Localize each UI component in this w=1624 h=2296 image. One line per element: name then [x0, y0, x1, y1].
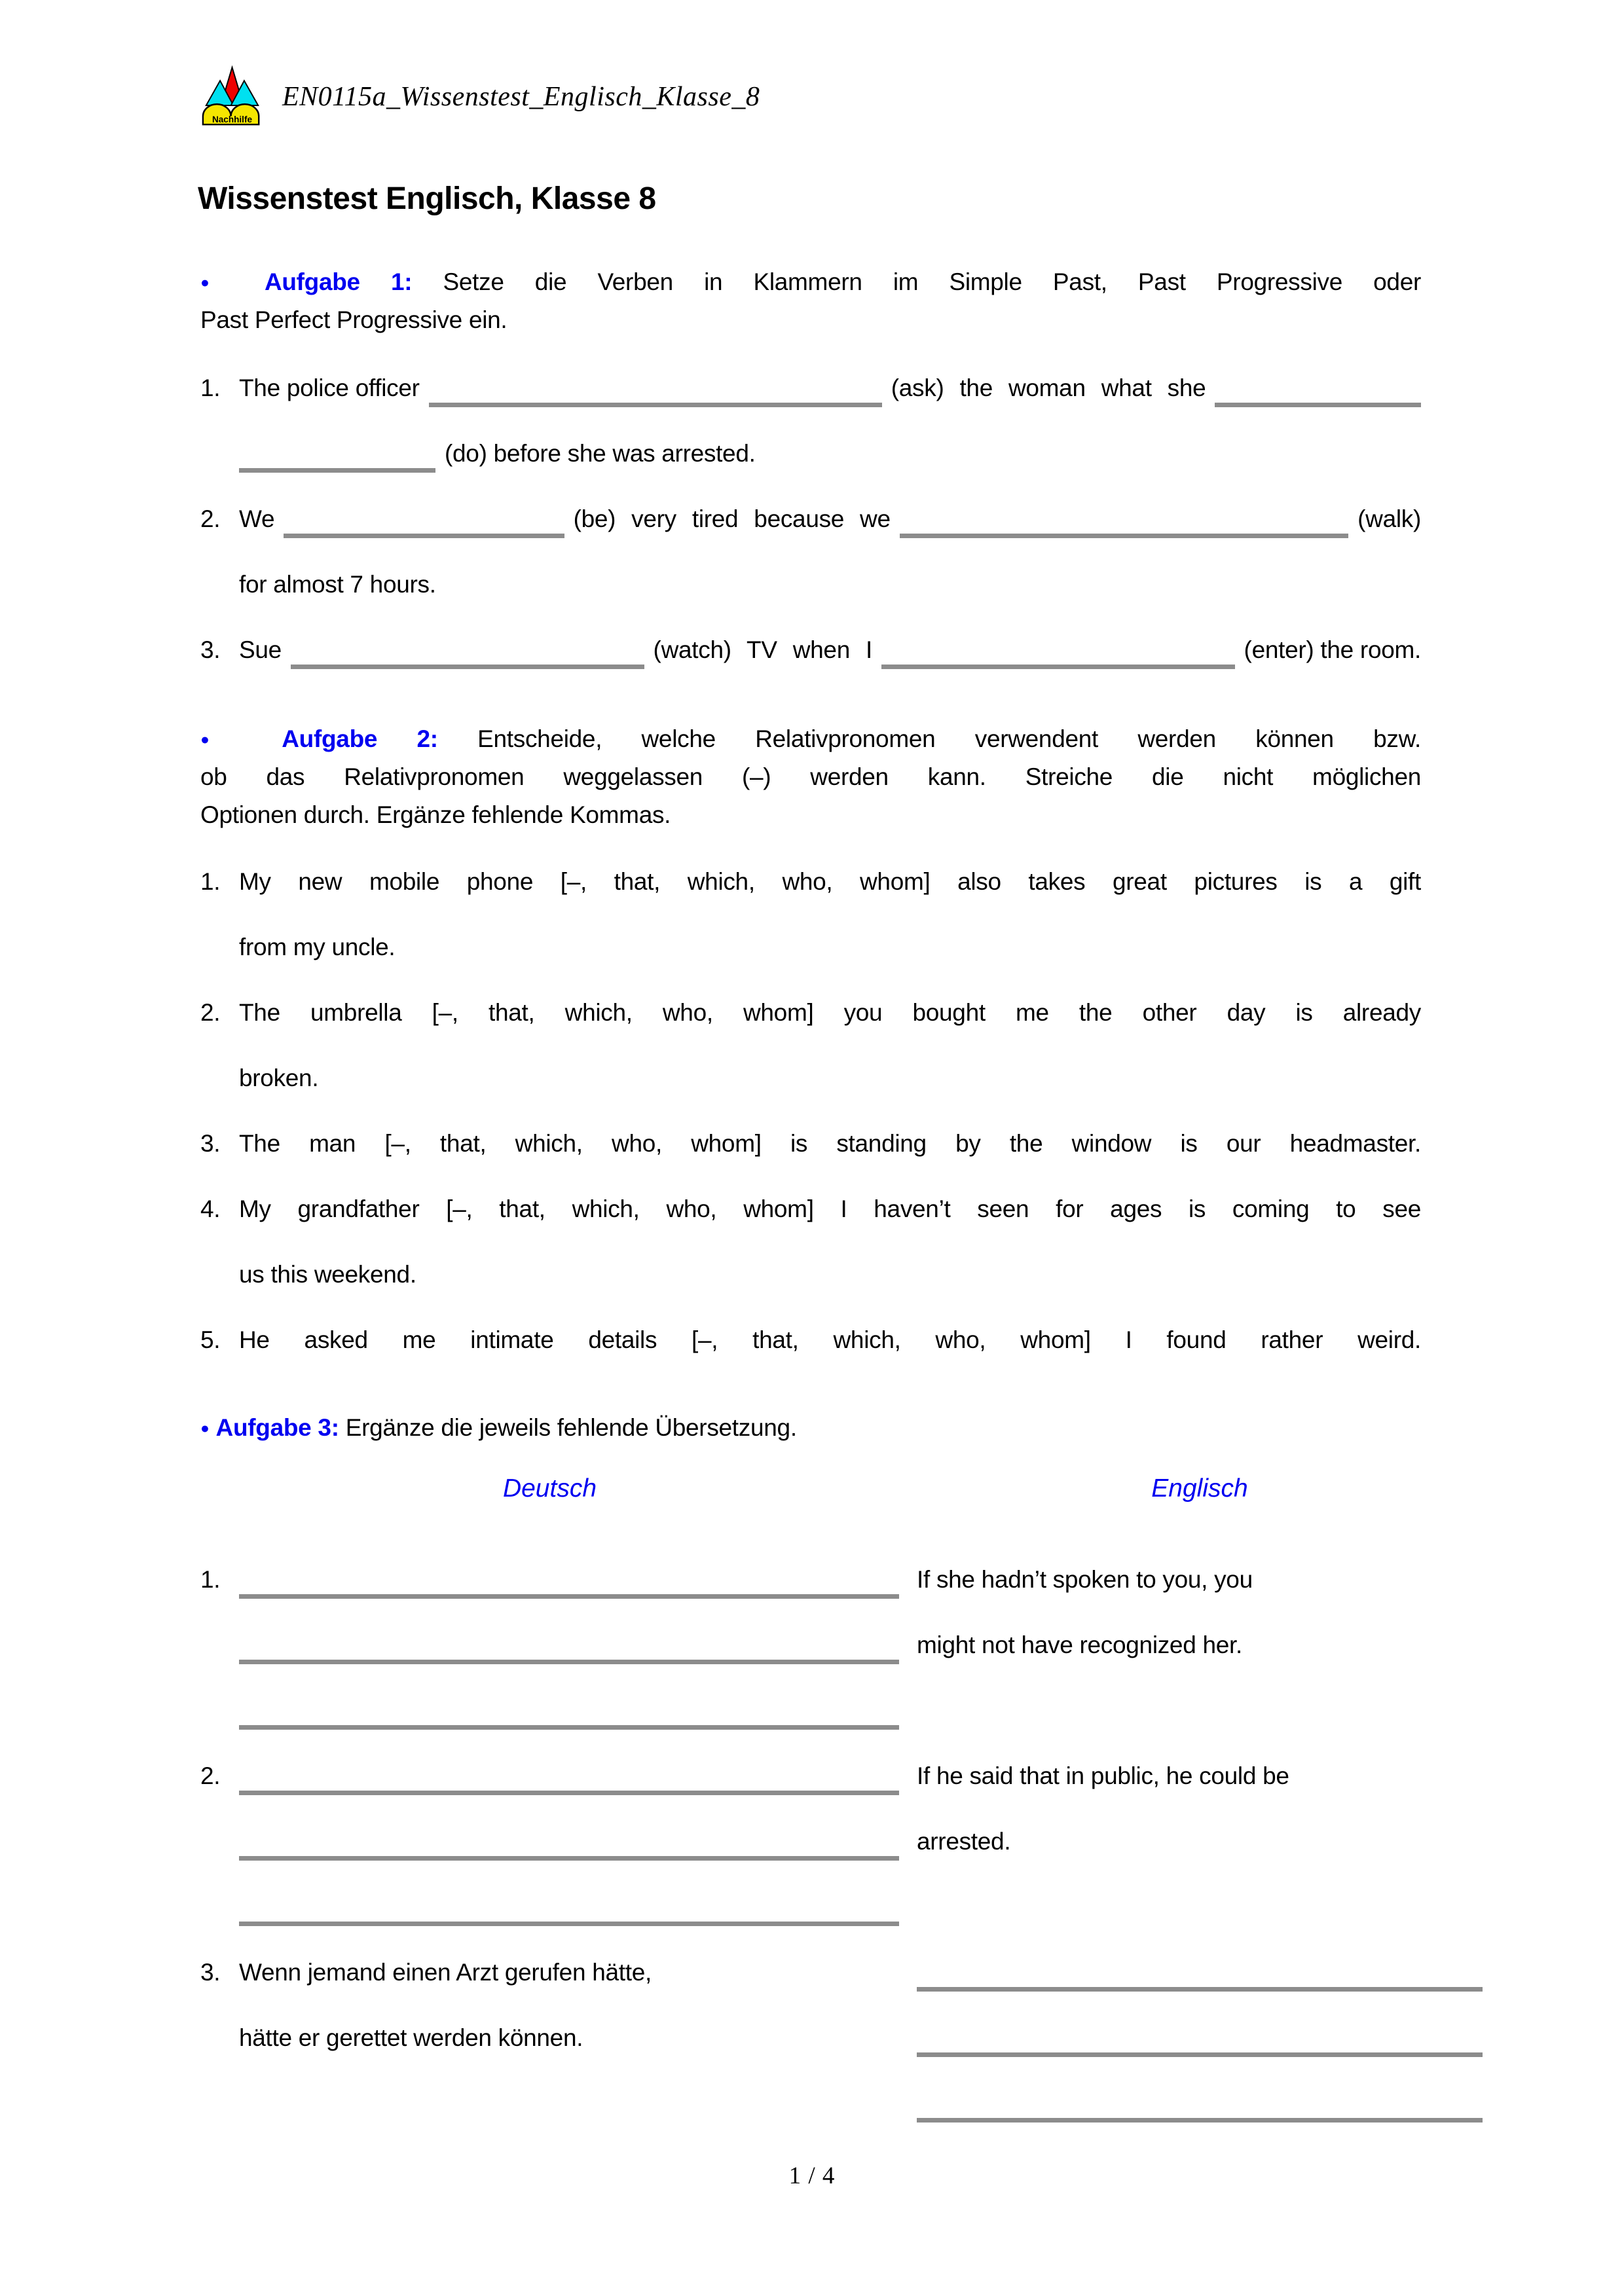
answer-blank	[1215, 403, 1421, 407]
item-number: 3.	[200, 1130, 221, 1157]
deutsch-cell	[200, 1865, 899, 1930]
answer-blank	[917, 2052, 1483, 2057]
item-number: 3.	[200, 1959, 221, 1986]
item-text: The police officer	[239, 374, 420, 401]
item-text: (do) before she was arrested.	[445, 440, 756, 467]
aufgabe1-items	[200, 346, 1421, 673]
document-file-label: EN0115a_Wissenstest_Englisch_Klasse_8	[282, 81, 760, 112]
deutsch-cell	[200, 1930, 899, 1995]
aufgabe2-intro-line2: ob das Relativpronomen weggelassen (–) werden kann. Streiche die nicht möglichen	[200, 763, 1421, 790]
answer-blank	[239, 468, 435, 473]
answer-blank	[429, 403, 882, 407]
aufgabe3-intro	[200, 1409, 1421, 1447]
englisch-cell	[917, 1799, 1483, 1865]
table-row	[200, 1865, 1483, 1930]
aufgabe2-label: Aufgabe 2:	[282, 725, 438, 753]
item-text: The umbrella [–, that, which, who, whom] you bought me the other day is already	[239, 999, 1421, 1026]
bullet-icon: ●	[200, 1419, 210, 1436]
logo-text: Nachhilfe	[212, 115, 253, 125]
answer-blank	[239, 1856, 899, 1861]
item-text: He asked me intimate details [–, that, which, who, whom] I found rather weird.	[239, 1326, 1421, 1353]
englisch-cell	[917, 1537, 1483, 1603]
item-text: (ask) the woman what she	[891, 374, 1206, 401]
a2-item1-line2: from my uncle.	[239, 934, 396, 960]
deutsch-cell	[200, 1799, 899, 1865]
deutsch-cell	[200, 1537, 899, 1603]
item-text: Sue	[239, 636, 282, 663]
answer-blank	[239, 1922, 899, 1926]
bullet-icon: ●	[200, 274, 234, 291]
german-text: hätte er gerettet werden können.	[239, 2024, 583, 2051]
a1-item2-line1	[200, 477, 1421, 542]
aufgabe2-intro	[200, 720, 1421, 834]
a2-item2-line2: broken.	[239, 1065, 319, 1091]
aufgabe3-label: Aufgabe 3:	[215, 1414, 339, 1442]
aufgabe2-intro-line1	[200, 720, 1421, 758]
answer-blank	[900, 534, 1348, 538]
table-row	[200, 1603, 1483, 1668]
a1-item3-line1	[200, 608, 1421, 673]
item-text: The man [–, that, which, who, whom] is standing by the window is our headmaster.	[239, 1130, 1421, 1157]
item-text: (be) very tired because we	[573, 505, 891, 532]
item-text: (walk)	[1357, 505, 1421, 532]
german-text: Wenn jemand einen Arzt gerufen hätte,	[239, 1959, 652, 1986]
aufgabe1-intro	[200, 263, 1421, 339]
answer-blank	[239, 1725, 899, 1730]
deutsch-cell	[200, 1995, 899, 2061]
deutsch-cell	[200, 1603, 899, 1668]
answer-blank	[239, 1594, 899, 1599]
item-number: 2.	[200, 999, 221, 1026]
answer-blank	[291, 665, 644, 669]
item-text: My new mobile phone [–, that, which, who, whom] also takes great pictures is a gift	[239, 868, 1421, 895]
table-row	[200, 1537, 1483, 1603]
table-row	[200, 1799, 1483, 1865]
item-number: 4.	[200, 1195, 221, 1222]
englisch-cell	[917, 2061, 1483, 2126]
table-row	[200, 1734, 1483, 1799]
table-row	[200, 1668, 1483, 1734]
englisch-cell	[917, 1603, 1483, 1668]
page-number: 1 / 4	[788, 2162, 836, 2189]
deutsch-cell	[200, 1668, 899, 1734]
translation-table-headers	[200, 1474, 1483, 1514]
table-row	[200, 2061, 1483, 2126]
a2-item4-line2: us this weekend.	[239, 1261, 416, 1288]
table-row	[200, 1930, 1483, 1995]
translation-table	[200, 1537, 1483, 2126]
answer-blank	[239, 1660, 899, 1664]
a2-item3-line1	[200, 1105, 1421, 1171]
aufgabe1-instruction: Setze die Verben in Klammern im Simple Past, Past Progressive oder	[443, 268, 1421, 296]
a1-item2-line2	[200, 542, 1421, 608]
aufgabe2-items	[200, 843, 1421, 1367]
englisch-cell	[917, 1865, 1483, 1930]
a2-item2-line1	[200, 974, 1421, 1040]
item-text: (watch) TV when I	[653, 636, 872, 663]
deutsch-cell	[200, 1734, 899, 1799]
table-row	[200, 1995, 1483, 2061]
bullet-icon: ●	[200, 731, 242, 748]
item-number: 1.	[200, 1566, 221, 1593]
englisch-cell	[917, 1734, 1483, 1799]
aufgabe1-intro-line1	[200, 263, 1421, 301]
english-text: might not have recognized her.	[917, 1631, 1242, 1658]
a1-item1-line1	[200, 346, 1421, 411]
item-text: My grandfather [–, that, which, who, whom] I haven’t seen for ages is coming to see	[239, 1195, 1421, 1222]
answer-blank	[239, 1791, 899, 1795]
item-text: for almost 7 hours.	[239, 571, 436, 598]
item-number: 2.	[200, 1762, 221, 1789]
aufgabe2-instruction: Entscheide, welche Relativpronomen verwendent werden können bzw.	[477, 725, 1421, 753]
aufgabe1-intro-line2: Past Perfect Progressive ein.	[200, 306, 507, 333]
nachhilfe-logo-icon	[200, 65, 264, 128]
item-number: 2.	[200, 505, 221, 532]
item-number: 1.	[200, 868, 221, 895]
englisch-cell	[917, 1668, 1483, 1734]
column-header-deutsch: Deutsch	[502, 1474, 597, 1503]
englisch-cell	[917, 1930, 1483, 1995]
a2-item1-line1	[200, 843, 1421, 909]
english-text: If he said that in public, he could be	[917, 1762, 1289, 1789]
a2-item4-line1	[200, 1171, 1421, 1236]
item-text: (enter) the room.	[1244, 636, 1421, 663]
item-number: 5.	[200, 1326, 221, 1353]
answer-blank	[917, 2118, 1483, 2123]
englisch-cell	[917, 1995, 1483, 2061]
a1-item1-line2	[200, 411, 1421, 477]
aufgabe2-intro-line3: Optionen durch. Ergänze fehlende Kommas.	[200, 801, 671, 828]
answer-blank	[284, 534, 564, 538]
page-header	[200, 65, 760, 128]
deutsch-cell	[200, 2061, 899, 2126]
item-number: 1.	[200, 374, 221, 401]
item-number: 3.	[200, 636, 221, 663]
answer-blank	[881, 665, 1235, 669]
page-title: Wissenstest Englisch, Klasse 8	[198, 181, 656, 216]
a2-item5-line1	[200, 1302, 1421, 1367]
english-text: arrested.	[917, 1828, 1011, 1855]
english-text: If she hadn’t spoken to you, you	[917, 1566, 1253, 1593]
item-text: We	[239, 505, 275, 532]
aufgabe3-instruction: Ergänze die jeweils fehlende Übersetzung.	[345, 1414, 797, 1442]
answer-blank	[917, 1987, 1483, 1992]
aufgabe3-intro-line1	[200, 1409, 1421, 1447]
aufgabe1-label: Aufgabe 1:	[264, 268, 413, 296]
column-header-englisch: Englisch	[1151, 1474, 1248, 1503]
